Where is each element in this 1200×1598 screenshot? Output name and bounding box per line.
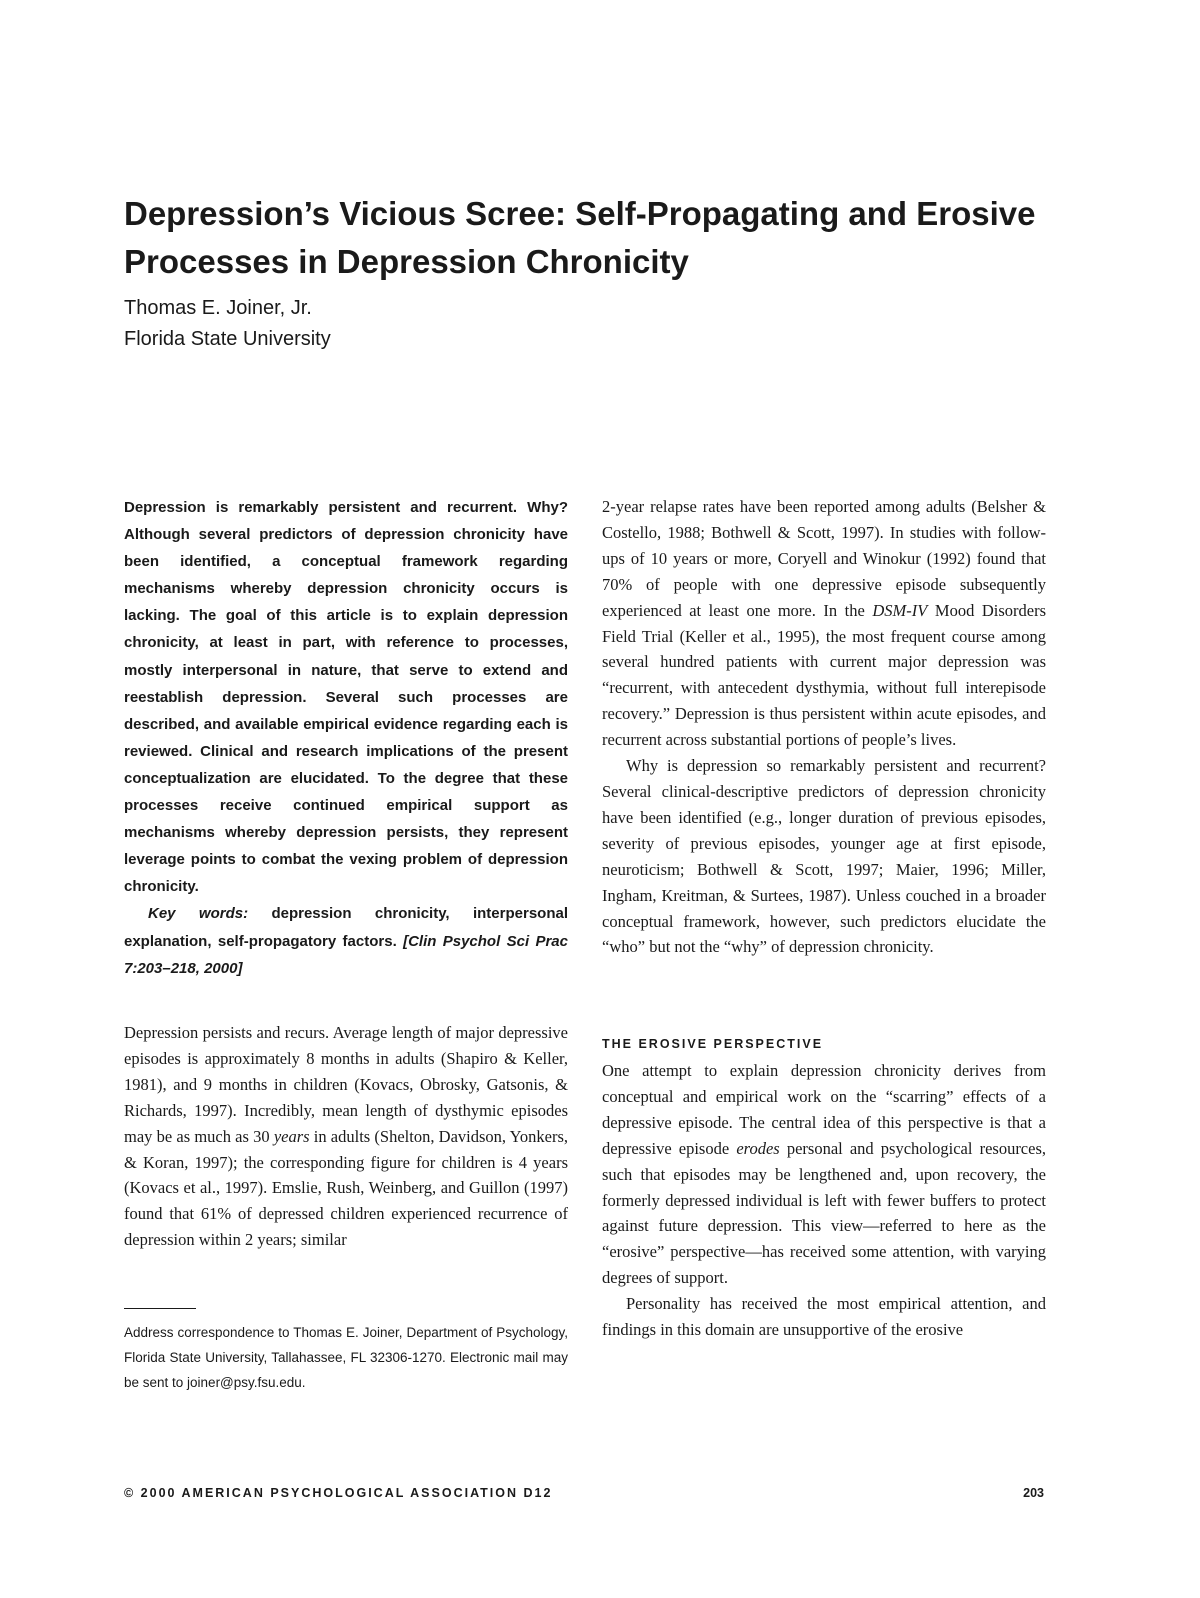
emphasis-dsm: DSM-IV (872, 600, 928, 620)
copyright-notice: © 2000 AMERICAN PSYCHOLOGICAL ASSOCIATION D12 (124, 1486, 553, 1500)
body-text-run: in adults (Shelton, Davidson, Yonkers, & Koran, 1997); the corresponding figure for children is 4 years (Kovacs et al., 1997). Emslie, Rush, Weinberg, and Guillon (1997) found that 61% of depressed children experienced recurrence of depression within 2 years; similar (124, 1126, 568, 1250)
emphasis-years: years (273, 1126, 310, 1146)
page-number: 203 (1023, 1486, 1044, 1500)
body-paragraph-4 (602, 1058, 1046, 1291)
emphasis-erodes: erodes (736, 1138, 780, 1158)
journal-citation: [Clin Psychol Sci Prac 7:203–218, 2000] (124, 932, 568, 977)
body-paragraph-3: Why is depression so remarkably persistent and recurrent? Several clinical-descriptive predictors of depression chronicity have been identified (e.g., longer duration of previous episodes, severity of previous episodes, younger age at first episode, neuroticism; Bothwell & Scott, 1997; Maier, 1996; Miller, Ingham, Kreitman, & Surtees, 1987). Unless couched in a broader conceptual framework, however, such predictors elucidate the “who” but not the “why” of depression chronicity. (602, 756, 1046, 957)
title-line-1: Depression’s Vicious Scree: Self-Propagating and Erosive (124, 195, 1036, 232)
body-text-run: Depression persists and recurs. Average length of major depressive episodes is approximately 8 months in adults (Shapiro & Keller, 1981), and 9 months in children (Kovacs, Obrosky, Gatsonis, & Richards, 1997). Incredibly, mean length of dysthymic episodes may be as much as 30 (124, 1023, 568, 1146)
section-heading-block (602, 1033, 1046, 1055)
right-column-body (602, 494, 1046, 960)
title-line-2: Processes in Depression Chronicity (124, 243, 689, 280)
author-affiliation: Florida State University (124, 328, 331, 350)
body-text-run: 2-year relapse rates have been reported among adults (Belsher & Costello, 1988; Bothwell & Scott, 1997). In studies with follow-ups of 10 years or more, Coryell and Winokur (1992) found that 70% of people with one depressive episode subsequently experienced at least one more. In the (602, 497, 1046, 620)
keywords-paragraph (124, 900, 568, 981)
body-text-run: One attempt to explain depression chronicity derives from conceptual and empirical work on the “scarring” effects of a depressive episode. The central idea of this perspective is that a depressive episode (602, 1061, 1046, 1158)
body-paragraph-2 (602, 494, 1046, 753)
body-paragraph-5: Personality has received the most empirical attention, and findings in this domain are unsupportive of the erosive (602, 1294, 1046, 1340)
abstract-text: Depression is remarkably persistent and recurrent. Why? Although several predictors of depression chronicity have been identified, a conceptual framework regarding mechanisms whereby depression chronicity occurs is lacking. The goal of this article is to explain depression chronicity, at least in part, with reference to processes, mostly interpersonal in nature, that serve to extend and reestablish depression. Several such processes are described, and available empirical evidence regarding each is reviewed. Clinical and research implications of the present conceptualization are elucidated. To the degree that these processes receive continued empirical support as mechanisms whereby depression persists, they represent leverage points to combat the vexing problem of depression chronicity. (124, 499, 568, 896)
keywords-list: depression chronicity, interpersonal explanation, self-propagatory factors. (124, 905, 568, 950)
article-title (124, 190, 1084, 286)
erosive-section-body (602, 1058, 1046, 1343)
section-heading: THE EROSIVE PERSPECTIVE (602, 1037, 824, 1051)
author-name: Thomas E. Joiner, Jr. (124, 297, 312, 319)
left-column-body (124, 1020, 568, 1253)
correspondence-footnote: Address correspondence to Thomas E. Joiner, Department of Psychology, Florida State University, Tallahassee, FL 32306-1270. Electronic mail may be sent to joiner@psy.fsu.edu. (124, 1325, 568, 1390)
page-footer (124, 1486, 1044, 1504)
footnote-rule (124, 1308, 196, 1309)
abstract-block (124, 494, 568, 982)
body-paragraph-1 (124, 1020, 568, 1253)
keywords-label: Key words: (148, 905, 249, 923)
body-text-run: Mood Disorders Field Trial (Keller et al., 1995), the most frequent course among several hundred patients with current major depression was “recurrent, with antecedent dysthymia, without full interepisode recovery.” Depression is thus persistent within acute episodes, and recurrent across substantial portions of people’s lives. (602, 600, 1047, 750)
body-text-run: personal and psychological resources, such that episodes may be lengthened and, upon recovery, the formerly depressed individual is left with fewer buffers to protect against future depression. This view—referred to here as the “erosive” perspective—has received some attention, with varying degrees of support. (602, 1138, 1047, 1288)
